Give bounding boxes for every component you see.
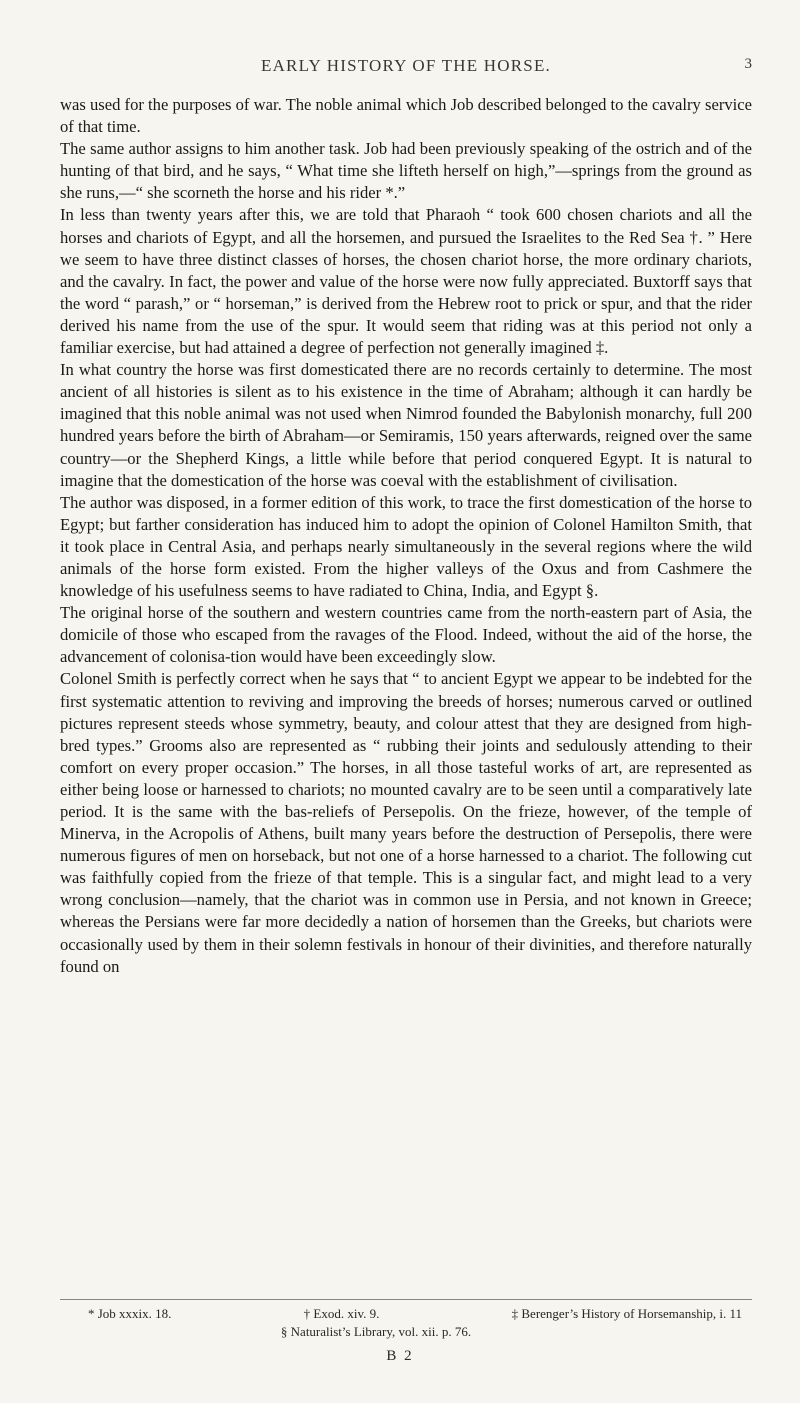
paragraph: Colonel Smith is perfectly correct when he says that “ to ancient Egypt we appear to be indebted for the first systematic attention to reviving and improving the breeds of horses; numerous carved or outlined pictures represent steeds whose symmetry, beauty, and colour attest that they are designed from high-bred types.” Grooms also are represented as “ rubbing their joints and sedulously attending to their comfort on every proper occasion.” The horses, in all those tasteful works of art, are represented as either being loose or harnessed to chariots; no mounted cavalry are to be seen until a comparatively late period. It is the same with the bas-reliefs of Persepolis. On the frieze, however, of the temple of Minerva, in the Acropolis of Athens, built many years before the destruction of Persepolis, there were numerous figures of men on horseback, but not one of a horse harnessed to a chariot. The following cut was faithfully copied from the frieze of that temple. This is a singular fact, and might lead to a very wrong conclusion—namely, that the chariot was in common use in Persia, and not known in Greece; whereas the Persians were far more decidedly a nation of horsemen than the Greeks, but chariots were occasionally used by them in their solemn festivals in honour of their divinities, and therefore naturally found on bbox=[60, 669, 752, 976]
page-number: 3 bbox=[744, 56, 752, 72]
paragraph: The same author assigns to him another task. Job had been previously speaking of the ostrich and of the hunting of that bird, and he says, “ What time she lifteth herself on high,”—springs from the ground as she runs,—“ she scorneth the horse and his rider *.” bbox=[60, 139, 752, 203]
footnotes bbox=[60, 1305, 752, 1341]
running-title: EARLY HISTORY OF THE HORSE. bbox=[261, 56, 551, 75]
paragraph: The author was disposed, in a former edition of this work, to trace the first domestication of the horse to Egypt; but farther consideration has induced him to adopt the opinion of Colonel Hamilton Smith, that it took place in Central Asia, and perhaps nearly simultaneously in the several regions where the wild animals of the horse form existed. From the higher valleys of the Oxus and from Cashmere the knowledge of his usefulness seems to have radiated to China, India, and Egypt §. bbox=[60, 492, 752, 601]
signature-mark: B 2 bbox=[386, 1348, 414, 1364]
page-header bbox=[60, 56, 752, 80]
body-text bbox=[60, 94, 752, 978]
footnote-rule bbox=[60, 1299, 752, 1300]
footnote-2: † Exod. xiv. 9. bbox=[303, 1306, 380, 1321]
paragraph: In what country the horse was first domesticated there are no records certainly to determine. The most ancient of all histories is silent as to his existence in the time of Abraham; although it can hardly be imagined that this noble animal was not used when Nimrod founded the Babylonish monarchy, full 200 hundred years before the birth of Abraham—or Semiramis, 150 years afterwards, reigned over the same country—or the Shepherd Kings, a little while before that period conquered Egypt. It is natural to imagine that the domestication of the horse was coeval with the establishment of civilisation. bbox=[60, 360, 752, 490]
footnote-3: ‡ Berenger’s History of Horsemanship, i. 11 bbox=[511, 1306, 742, 1321]
paragraph: was used for the purposes of war. The noble animal which Job described belonged to the cavalry service of that time. bbox=[60, 95, 752, 137]
footnote-1: * Job xxxix. 18. bbox=[88, 1306, 172, 1321]
paragraph: The original horse of the southern and western countries came from the north-eastern part of Asia, the domicile of those who escaped from the ravages of the Flood. Indeed, without the aid of the horse, the advancement of colonisa-tion would have been exceedingly slow. bbox=[60, 603, 752, 667]
paragraph: In less than twenty years after this, we are told that Pharaoh “ took 600 chosen chariots and all the horses and chariots of Egypt, and all the horsemen, and pursued the Israelites to the Red Sea †. ” Here we seem to have three distinct classes of horses, the chosen chariot horse, the more ordinary chariots, and the cavalry. In fact, the power and value of the horse were now fully appreciated. Buxtorff says that the word “ parash,” or “ horseman,” is derived from the Hebrew root to prick or spur, and that the rider derived his name from the use of the spur. It would seem that riding was at this period not only a familiar exercise, but had attained a degree of perfection not generally imagined ‡. bbox=[60, 205, 752, 358]
footnote-4: § Naturalist’s Library, vol. xii. p. 76. bbox=[280, 1324, 472, 1339]
